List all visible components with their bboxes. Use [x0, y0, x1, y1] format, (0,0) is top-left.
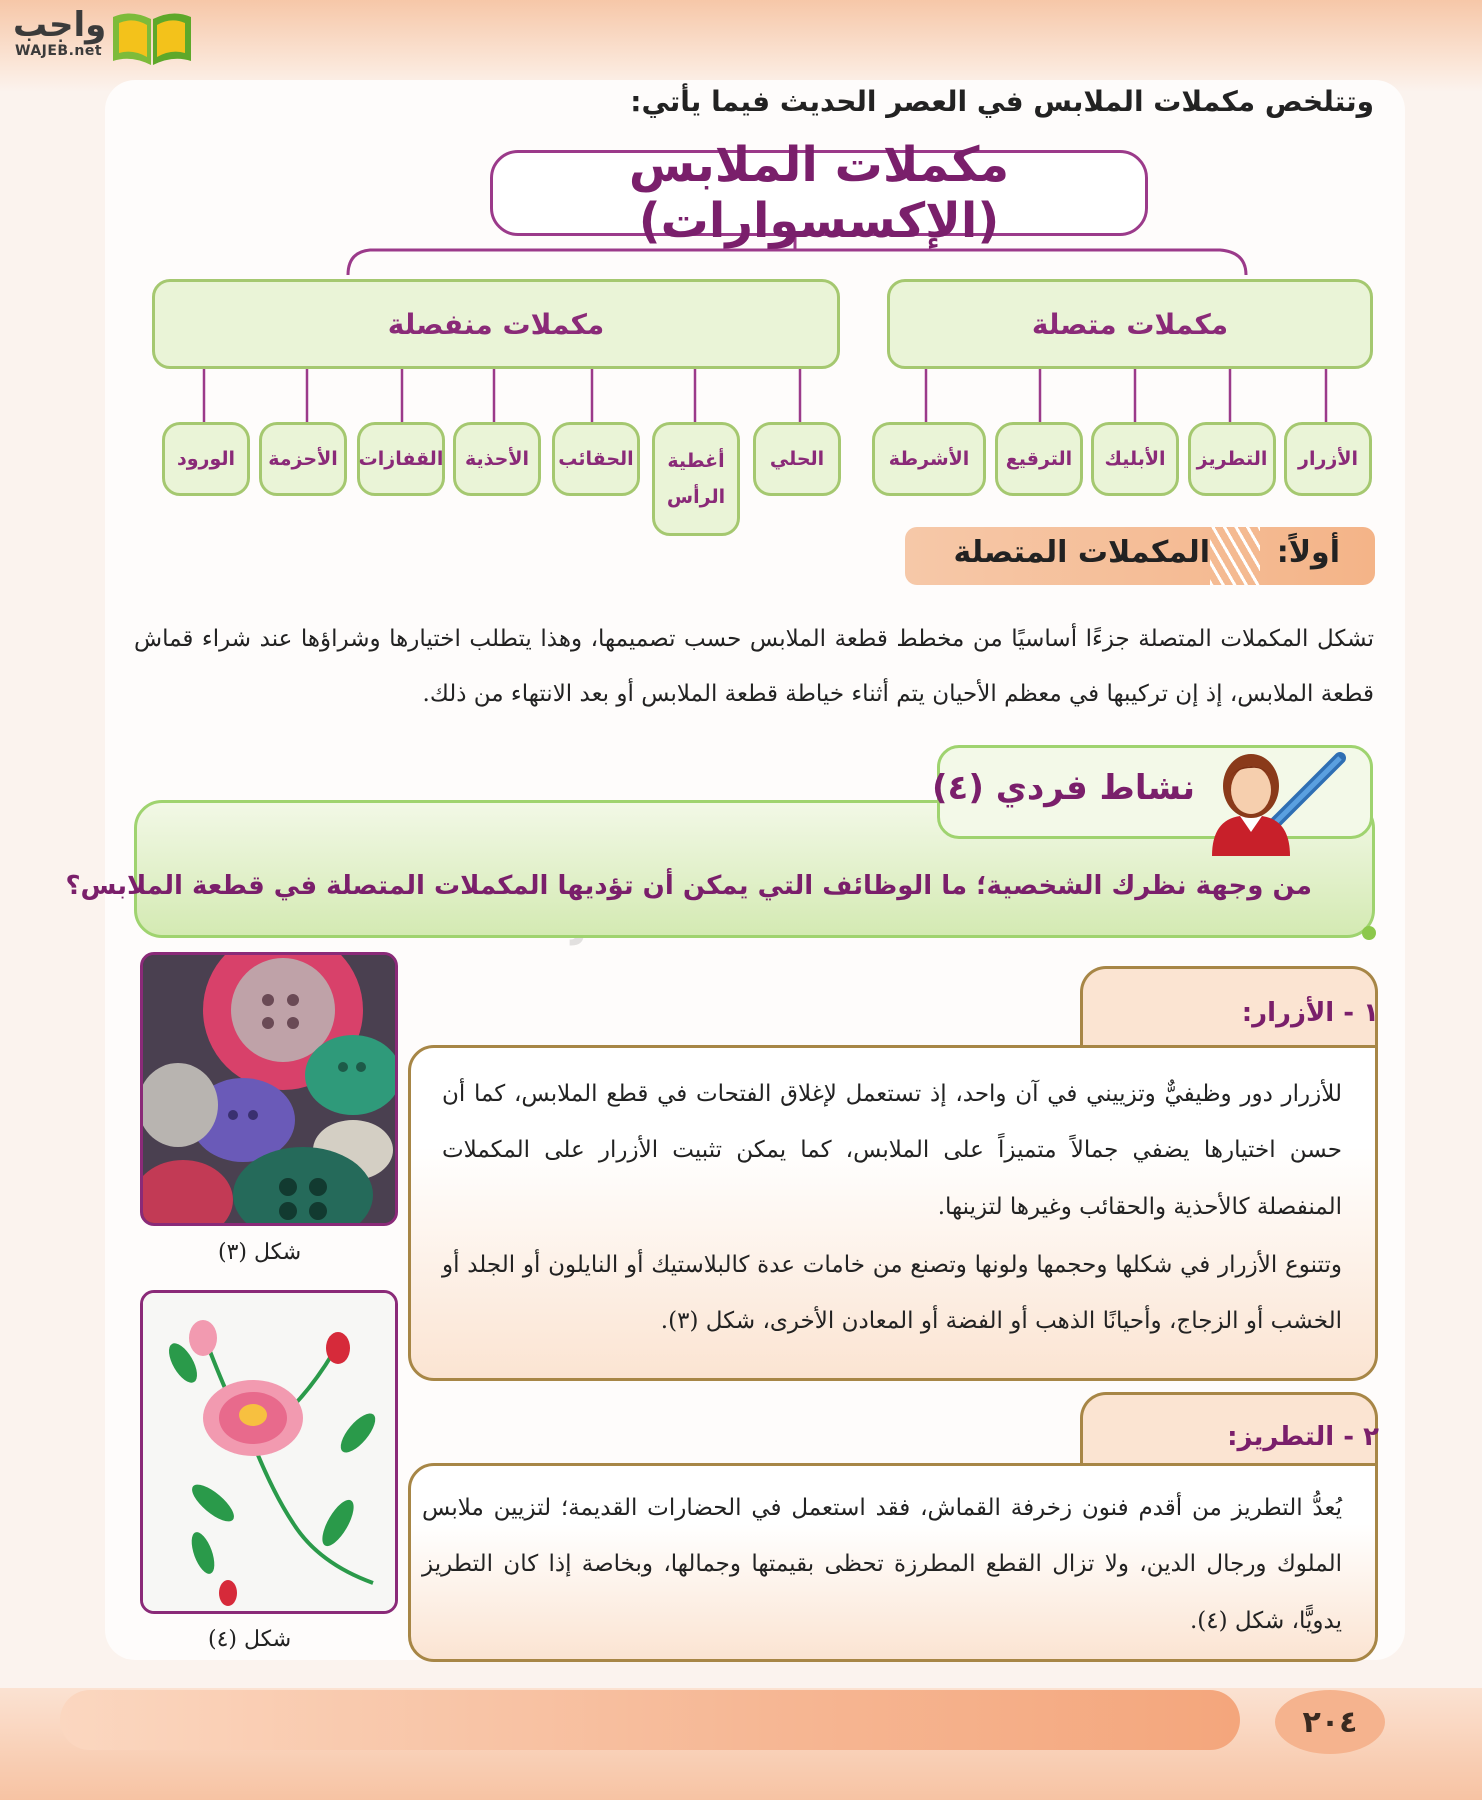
leaf-flowers: الورود [162, 422, 250, 496]
activity-tab [932, 745, 1373, 839]
intro-line: وتتلخص مكملات الملابس في العصر الحديث فيما يأتي: [630, 85, 1374, 118]
section-prefix: أولاً: [1276, 535, 1340, 570]
leaf-applique: الأبليك [1091, 422, 1179, 496]
bottom-bar [60, 1690, 1240, 1750]
figure-4-embroidery-photo [140, 1290, 398, 1614]
header-stripes [1210, 527, 1260, 585]
buttons-paragraph-2: وتتنوع الأزرار في شكلها وحجمها ولونها وتصنع من خامات عدة كالبلاستيك أو النايلون أو الجلد أو الخشب أو الزجاج، وأحيانًا الذهب أو الفضة أو المعادن الأخرى، شكل (٣). [442, 1252, 1342, 1335]
leaf-shoes: الأحذية [453, 422, 541, 496]
leaf-head-covers: أغطية الرأس [652, 422, 740, 536]
diagram-title: مكملات الملابس (الإكسسوارات) [490, 150, 1148, 236]
section-title: المكملات المتصلة [953, 535, 1210, 570]
embroidery-heading: ٢ - التطريز: [1227, 1422, 1379, 1452]
leaf-gloves: القفازات [357, 422, 445, 496]
leaf-bags: الحقائب [552, 422, 640, 496]
logo-subtext: WAJEB.net [15, 43, 103, 59]
attached-accessories-box: مكملات متصلة [887, 279, 1373, 369]
student-pencil-icon [1190, 728, 1360, 858]
leaf-belts: الأحزمة [259, 422, 347, 496]
figure-3-caption: شكل (٣) [218, 1240, 302, 1265]
leaf-ribbons: الأشرطة [872, 422, 986, 496]
leaf-jewelry: الحلي [753, 422, 841, 496]
figure-3-buttons-photo [140, 952, 398, 1226]
page-number: ٢٠٤ [1275, 1690, 1385, 1754]
section-header [905, 527, 1375, 585]
buttons-heading: ١ - الأزرار: [1241, 998, 1379, 1028]
figure-4-caption: شكل (٤) [208, 1627, 292, 1652]
leaf-embroidery: التطريز [1188, 422, 1276, 496]
leaf-patching: الترقيع [995, 422, 1083, 496]
activity-question: من وجهة نظرك الشخصية؛ ما الوظائف التي يمكن أن تؤديها المكملات المتصلة في قطعة الملابس؟ [65, 871, 1312, 901]
activity-title: نشاط فردي (٤) [932, 768, 1195, 808]
embroidery-paragraph: يُعدُّ التطريز من أقدم فنون زخرفة القماش، فقد استعمل في الحضارات القديمة؛ لتزيين ملابس الملوك ورجال الدين، ولا تزال القطع المطرزة تحظى بقيمتها وجمالها، وبخاصة إذا كان التطريز يدويًّا، شكل (٤). [422, 1495, 1342, 1634]
buttons-paragraph-1: للأزرار دور وظيفيٌّ وتزييني في آن واحد، إذ تستعمل لإغلاق الفتحات في قطع الملابس، كما أن حسن اختيارها يضفي جمالاً متميزاً على الملابس، كما يمكن تثبيت الأزرار على المكملات المنفصلة كالأحذية والحقائب وغيرها لتزينها. [442, 1081, 1342, 1220]
detached-accessories-box: مكملات منفصلة [152, 279, 840, 369]
embroidery-image [143, 1293, 395, 1611]
activity-dot [1362, 926, 1376, 940]
logo-text: واجب [13, 5, 107, 45]
intro-paragraph: تشكل المكملات المتصلة جزءًا أساسيًا من مخطط قطعة الملابس حسب تصميمها، وهذا يتطلب اختيارها وشراؤها عند شراء قماش قطعة الملابس، إذ إن تركيبها في معظم الأحيان يتم أثناء خياطة قطعة الملابس أو بعد الانتهاء من ذلك. [134, 626, 1374, 708]
leaf-buttons: الأزرار [1284, 422, 1372, 496]
buttons-image [143, 955, 395, 1223]
